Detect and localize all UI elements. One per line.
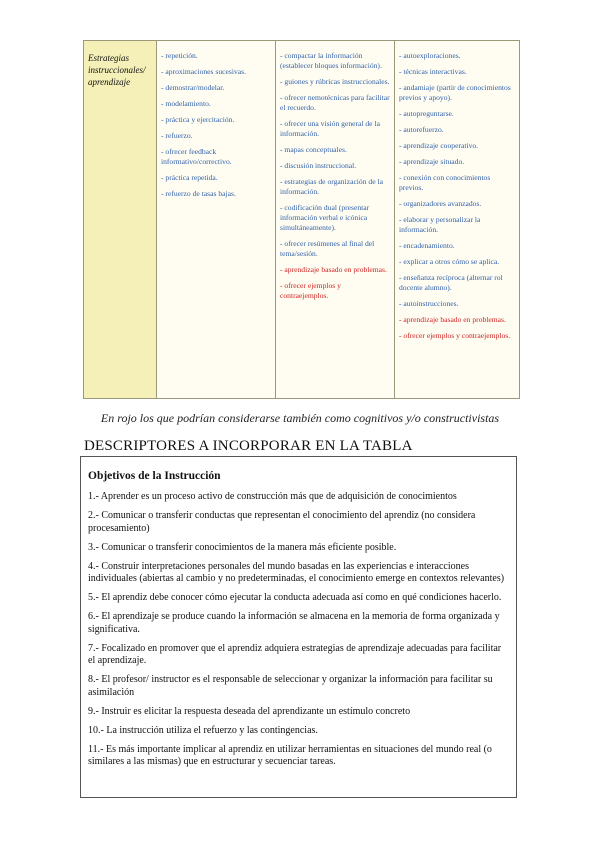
strategy-item: - aprendizaje basado en problemas. — [280, 265, 387, 274]
strategy-item: - andamiaje (partir de conocimientos previos y apoyo). — [399, 83, 511, 102]
strategy-item: - autoinstrucciones. — [399, 299, 459, 308]
objective-item: 5.- El aprendiz debe conocer cómo ejecutar la conducta adecuada así como en qué condiciones hacerlo. — [88, 592, 502, 603]
strategy-item: - elaborar y personalizar la información. — [399, 215, 481, 234]
objective-item: 3.- Comunicar o transferir conocimientos de la manera más eficiente posible. — [88, 541, 397, 553]
strategy-item: - autoexploraciones. — [399, 51, 461, 60]
objective-item: 7.- Focalizado en promover que el aprendiz adquiera estrategias de aprendizaje adecuadas para facilitar el aprendizaje. — [88, 642, 502, 666]
strategy-item: - organizadores avanzados. — [399, 199, 482, 208]
strategy-column-1 — [157, 41, 276, 399]
objective-item: 11.- Es más importante implicar al aprendiz en utilizar herramientas en situaciones del mundo real (o similares a las mismas) que en estructurar y secuenciar tareas. — [88, 743, 492, 767]
strategy-item: - guiones y rúbricas instruccionales. — [280, 77, 390, 86]
strategy-item: - conexión con conocimientos previos. — [399, 173, 491, 192]
objective-item: 9.- Instruir es elicitar la respuesta deseada del aprendizante un estímulo concreto — [88, 705, 411, 717]
strategy-item: - discusión instruccional. — [280, 161, 357, 170]
strategy-item: - ofrecer una visión general de la información. — [280, 119, 380, 138]
strategy-item: - estrategias de organización de la información. — [280, 177, 383, 196]
red-items-note: En rojo los que podrían considerarse también como cognitivos y/o constructivistas — [100, 411, 500, 425]
strategy-item: - práctica y ejercitación. — [161, 115, 235, 124]
strategy-item: - codificación dual (presentar información verbal e icónica simultáneamente). — [280, 203, 370, 232]
strategy-item: - ofrecer resúmenes al final del tema/sesión. — [280, 239, 375, 258]
strategy-item: - ofrecer ejemplos y contraejemplos. — [280, 281, 341, 300]
strategy-item: - autorefuerzo. — [399, 125, 444, 134]
strategy-column-3 — [395, 41, 520, 399]
section-heading: DESCRIPTORES A INCORPORAR EN LA TABLA — [84, 438, 413, 454]
objectives-title: Objetivos de la Instrucción — [88, 470, 221, 482]
strategy-item: - explicar a otros cómo se aplica. — [399, 257, 500, 266]
objective-item: 10.- La instrucción utiliza el refuerzo y las contingencias. — [88, 724, 318, 736]
row-label: Estrategias instruccionales/ aprendizaje — [88, 53, 146, 87]
strategy-item: - enseñanza recíproca (alternar rol docente alumno). — [399, 273, 503, 292]
objectives-box — [80, 456, 517, 798]
row-label-cell — [84, 41, 157, 399]
strategy-item: - encadenamiento. — [399, 241, 455, 250]
strategy-column-2 — [276, 41, 395, 399]
strategies-table — [83, 40, 520, 399]
strategy-item: - refuerzo. — [161, 131, 193, 140]
objective-item: 6.- El aprendizaje se produce cuando la información se almacena en la memoria de forma organizada y significativa. — [88, 611, 500, 635]
objectives-list — [88, 491, 510, 769]
strategy-item: - modelamiento. — [161, 99, 211, 108]
strategy-item: - técnicas interactivas. — [399, 67, 467, 76]
strategy-item: - mapas conceptuales. — [280, 145, 347, 154]
strategy-item: - aprendizaje basado en problemas. — [399, 315, 506, 324]
strategy-item: - aprendizaje situado. — [399, 157, 465, 166]
strategy-item: - repetición. — [161, 51, 198, 60]
strategy-item: - ofrecer feedback informativo/correctivo. — [161, 147, 232, 166]
objective-item: 4.- Construir interpretaciones personales del mundo basadas en las experiencias e interacciones individuales (abiertas al cambio y no predeterminadas, el conocimiento emerge en contextos relevantes) — [88, 560, 505, 584]
objective-item: 2.- Comunicar o transferir conductas que representan el conocimiento del aprendiz (no considera procesamiento) — [88, 510, 476, 534]
objective-item: 8.- El profesor/ instructor es el responsable de seleccionar y organizar la información para facilitar su asimilación — [88, 674, 493, 698]
strategy-item: - autopreguntarse. — [399, 109, 454, 118]
strategy-item: - demostrar/modelar. — [161, 83, 225, 92]
strategy-item: - refuerzo de tasas bajas. — [161, 189, 236, 198]
strategies-row — [84, 41, 520, 399]
strategy-item: - aproximaciones sucesivas. — [161, 67, 246, 76]
strategy-item: - compactar la información (establecer bloques información). — [280, 51, 382, 70]
strategy-item: - aprendizaje cooperativo. — [399, 141, 479, 150]
strategy-item: - práctica repetida. — [161, 173, 218, 182]
strategy-item: - ofrecer ejemplos y contraejemplos. — [399, 331, 511, 340]
objective-item: 1.- Aprender es un proceso activo de construcción más que de adquisición de conocimientos — [88, 491, 457, 502]
strategy-item: - ofrecer nemotécnicas para facilitar el recuerdo. — [280, 93, 390, 112]
